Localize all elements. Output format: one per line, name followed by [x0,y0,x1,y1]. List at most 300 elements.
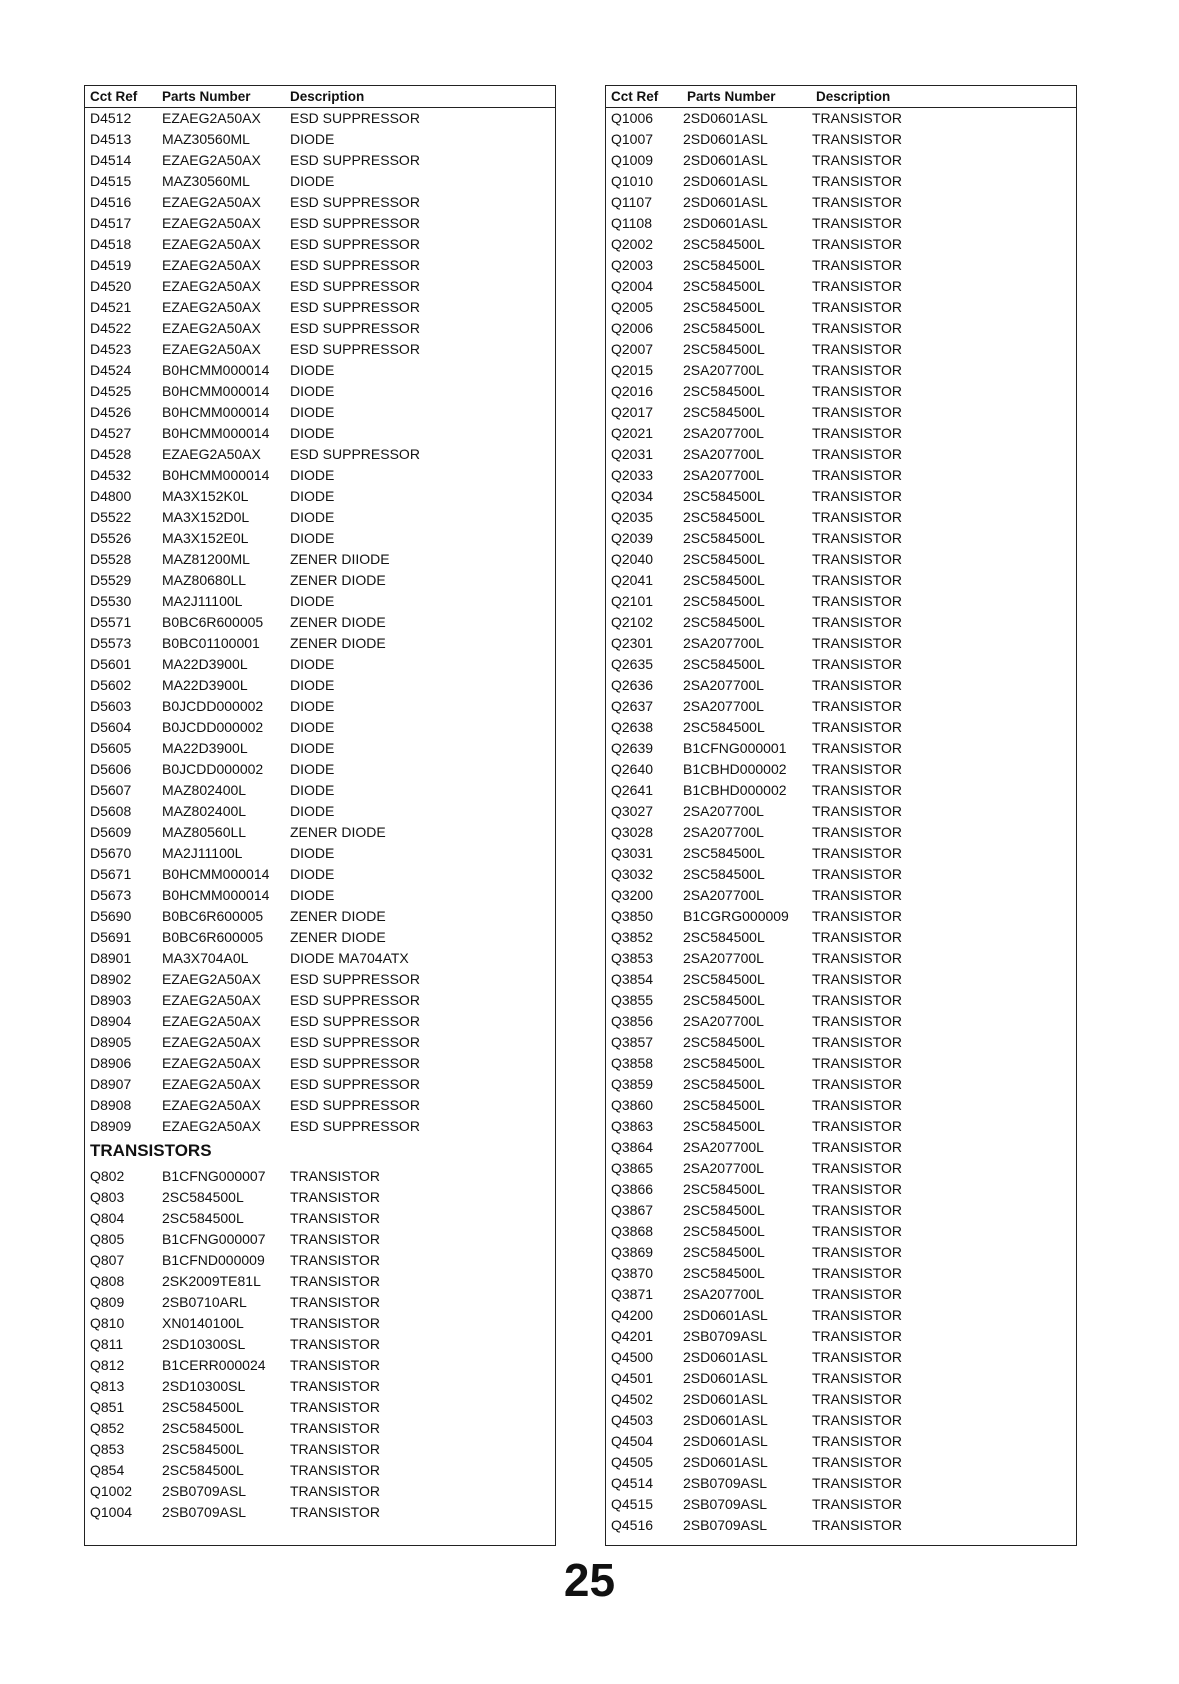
left-parts-table [84,85,556,1546]
cell-cct-ref: D8902 [90,971,132,987]
cell-cct-ref: Q810 [90,1315,125,1331]
cell-cct-ref: Q2101 [611,593,654,609]
table-row [606,1137,1076,1158]
cell-description: ESD SUPPRESSOR [290,110,420,126]
cell-cct-ref: D5690 [90,908,132,924]
cell-description: ESD SUPPRESSOR [290,1055,420,1071]
cell-cct-ref: D4526 [90,404,132,420]
table-row [85,1397,555,1418]
table-row [85,1271,555,1292]
cell-parts-number: 2SA207700L [683,1160,764,1176]
cell-parts-number: 2SA207700L [683,698,764,714]
cell-parts-number: 2SC584500L [683,320,765,336]
cell-parts-number: B1CFNG000001 [683,740,787,756]
table-row [606,822,1076,843]
cell-parts-number: 2SC584500L [162,1462,244,1478]
cell-parts-number: EZAEG2A50AX [162,236,261,252]
cell-cct-ref: D5529 [90,572,132,588]
cell-cct-ref: Q2040 [611,551,654,567]
cell-cct-ref: D8908 [90,1097,132,1113]
cell-description: TRANSISTOR [812,1433,902,1449]
cell-description: TRANSISTOR [812,1244,902,1260]
cell-parts-number: MAZ80680LL [162,572,247,588]
cell-description: TRANSISTOR [290,1399,380,1415]
cell-description: TRANSISTOR [812,887,902,903]
cell-cct-ref: Q804 [90,1210,125,1226]
table-row [606,1452,1076,1473]
cell-parts-number: 2SC584500L [683,1244,765,1260]
cell-parts-number: 2SC584500L [683,1265,765,1281]
cell-description: ESD SUPPRESSOR [290,215,420,231]
cell-parts-number: EZAEG2A50AX [162,110,261,126]
cell-description: ESD SUPPRESSOR [290,257,420,273]
cell-description: ESD SUPPRESSOR [290,278,420,294]
cell-parts-number: 2SD0601ASL [683,1412,768,1428]
cell-parts-number: 2SC584500L [683,1118,765,1134]
cell-description: TRANSISTOR [812,740,902,756]
cell-cct-ref: Q2640 [611,761,654,777]
cell-parts-number: MA3X152D0L [162,509,250,525]
cell-description: TRANSISTOR [812,761,902,777]
cell-parts-number: EZAEG2A50AX [162,299,261,315]
table-header [85,86,555,108]
cell-description: TRANSISTOR [290,1336,380,1352]
cell-cct-ref: Q2039 [611,530,654,546]
cell-parts-number: 2SC584500L [683,1055,765,1071]
cell-description: TRANSISTOR [812,236,902,252]
table-row [85,969,555,990]
cell-description: DIODE [290,803,335,819]
cell-cct-ref: Q2635 [611,656,654,672]
cell-parts-number: EZAEG2A50AX [162,1076,261,1092]
cell-parts-number: EZAEG2A50AX [162,152,261,168]
table-row [606,1011,1076,1032]
cell-cct-ref: D8901 [90,950,132,966]
cell-parts-number: EZAEG2A50AX [162,1118,261,1134]
cell-cct-ref: D4516 [90,194,132,210]
table-row [606,927,1076,948]
cell-description: DIODE [290,761,335,777]
cell-parts-number: 2SA207700L [683,446,764,462]
cell-cct-ref: Q1006 [611,110,654,126]
cell-description: DIODE [290,656,335,672]
cell-description: DIODE [290,677,335,693]
cell-cct-ref: Q853 [90,1441,125,1457]
cell-cct-ref: D4515 [90,173,132,189]
cell-parts-number: B0BC6R600005 [162,929,264,945]
cell-parts-number: MAZ30560ML [162,131,250,147]
cell-cct-ref: D5608 [90,803,132,819]
cell-description: TRANSISTOR [290,1420,380,1436]
header-cct-ref: Cct Ref [90,89,138,104]
cell-parts-number: MA2J11100L [162,845,243,861]
table-row [606,1368,1076,1389]
table-row [85,234,555,255]
cell-cct-ref: Q2007 [611,341,654,357]
cell-description: TRANSISTOR [290,1273,380,1289]
table-row [606,297,1076,318]
cell-parts-number: EZAEG2A50AX [162,1013,261,1029]
cell-parts-number: XN0140100L [162,1315,244,1331]
cell-description: ESD SUPPRESSOR [290,1013,420,1029]
cell-parts-number: 2SC584500L [683,1202,765,1218]
cell-description: TRANSISTOR [290,1315,380,1331]
cell-cct-ref: Q2638 [611,719,654,735]
cell-description: DIODE [290,362,335,378]
cell-description: ESD SUPPRESSOR [290,1034,420,1050]
cell-parts-number: 2SD0601ASL [683,152,768,168]
cell-cct-ref: Q3864 [611,1139,654,1155]
table-row [606,948,1076,969]
cell-description: TRANSISTOR [812,215,902,231]
table-row [606,906,1076,927]
cell-parts-number: MA22D3900L [162,740,248,756]
cell-description: TRANSISTOR [812,383,902,399]
table-row [85,339,555,360]
cell-cct-ref: D5526 [90,530,132,546]
table-row [85,696,555,717]
cell-description: TRANSISTOR [812,824,902,840]
cell-description: TRANSISTOR [290,1210,380,1226]
cell-cct-ref: Q4505 [611,1454,654,1470]
cell-description: TRANSISTOR [812,572,902,588]
cell-cct-ref: Q2015 [611,362,654,378]
table-row [85,1313,555,1334]
cell-description: TRANSISTOR [812,908,902,924]
table-row [85,1481,555,1502]
table-row [606,150,1076,171]
table-row [85,990,555,1011]
cell-cct-ref: Q802 [90,1168,125,1184]
table-row [606,423,1076,444]
cell-parts-number: 2SC584500L [683,299,765,315]
cell-description: TRANSISTOR [812,1055,902,1071]
table-row [85,948,555,969]
table-row [606,1263,1076,1284]
table-row [606,633,1076,654]
table-row [85,465,555,486]
table-row [606,1389,1076,1410]
table-row [85,150,555,171]
header-parts-number: Parts Number [687,89,776,104]
table-row [85,255,555,276]
cell-cct-ref: D4518 [90,236,132,252]
cell-description: TRANSISTOR [812,404,902,420]
cell-cct-ref: Q3027 [611,803,654,819]
cell-description: TRANSISTOR [812,1517,902,1533]
cell-description: ZENER DIIODE [290,551,390,567]
cell-description: TRANSISTOR [812,509,902,525]
cell-description: DIODE [290,866,335,882]
table-row [85,885,555,906]
table-row [606,1221,1076,1242]
cell-parts-number: 2SC584500L [683,593,765,609]
cell-parts-number: EZAEG2A50AX [162,341,261,357]
cell-parts-number: B0HCMM000014 [162,866,270,882]
cell-cct-ref: D5671 [90,866,132,882]
cell-cct-ref: Q3028 [611,824,654,840]
diode-rows [85,108,555,1137]
cell-cct-ref: D4522 [90,320,132,336]
cell-parts-number: EZAEG2A50AX [162,992,261,1008]
table-row [606,255,1076,276]
cell-cct-ref: D5673 [90,887,132,903]
cell-cct-ref: Q3858 [611,1055,654,1071]
cell-description: TRANSISTOR [290,1483,380,1499]
cell-parts-number: 2SD0601ASL [683,194,768,210]
cell-cct-ref: Q2016 [611,383,654,399]
cell-parts-number: 2SA207700L [683,1286,764,1302]
cell-cct-ref: D5528 [90,551,132,567]
table-row [85,570,555,591]
cell-description: TRANSISTOR [812,1139,902,1155]
cell-cct-ref: Q3031 [611,845,654,861]
cell-cct-ref: Q3869 [611,1244,654,1260]
cell-cct-ref: D4528 [90,446,132,462]
cell-parts-number: 2SC584500L [683,656,765,672]
cell-cct-ref: D5604 [90,719,132,735]
table-row [606,528,1076,549]
cell-parts-number: 2SB0709ASL [162,1504,247,1520]
cell-description: ESD SUPPRESSOR [290,971,420,987]
cell-cct-ref: Q2641 [611,782,654,798]
cell-cct-ref: Q2639 [611,740,654,756]
cell-description: TRANSISTOR [812,1349,902,1365]
cell-cct-ref: Q1004 [90,1504,133,1520]
table-row [606,129,1076,150]
cell-cct-ref: Q808 [90,1273,125,1289]
cell-description: TRANSISTOR [812,1013,902,1029]
table-row [85,906,555,927]
cell-cct-ref: Q2035 [611,509,654,525]
table-row [606,738,1076,759]
cell-cct-ref: Q3871 [611,1286,654,1302]
cell-description: DIODE [290,698,335,714]
cell-cct-ref: Q3857 [611,1034,654,1050]
cell-parts-number: B0BC6R600005 [162,614,264,630]
cell-description: DIODE [290,404,335,420]
table-row [606,591,1076,612]
table-row [85,1116,555,1137]
table-row [606,1305,1076,1326]
table-row [606,360,1076,381]
cell-cct-ref: Q3850 [611,908,654,924]
cell-cct-ref: D4514 [90,152,132,168]
table-row [85,402,555,423]
cell-parts-number: 2SC584500L [683,551,765,567]
cell-parts-number: MA3X152K0L [162,488,249,504]
table-row [606,717,1076,738]
cell-description: DIODE [290,530,335,546]
cell-cct-ref: D8903 [90,992,132,1008]
cell-cct-ref: Q2003 [611,257,654,273]
cell-description: TRANSISTOR [290,1294,380,1310]
header-description: Description [816,89,891,104]
cell-parts-number: 2SB0709ASL [683,1475,768,1491]
table-row [606,549,1076,570]
cell-description: TRANSISTOR [812,614,902,630]
table-row [606,612,1076,633]
cell-cct-ref: D8905 [90,1034,132,1050]
cell-cct-ref: D5605 [90,740,132,756]
cell-cct-ref: Q811 [90,1336,124,1352]
cell-description: TRANSISTOR [812,257,902,273]
cell-description: TRANSISTOR [812,1160,902,1176]
cell-cct-ref: D5601 [90,656,132,672]
cell-parts-number: B0JCDD000002 [162,698,264,714]
cell-parts-number: MA22D3900L [162,677,248,693]
cell-parts-number: 2SB0709ASL [162,1483,247,1499]
transistor-rows [606,108,1076,1536]
cell-cct-ref: D4523 [90,341,132,357]
table-row [606,990,1076,1011]
table-row [606,1200,1076,1221]
cell-parts-number: B1CFNG000007 [162,1231,266,1247]
cell-description: TRANSISTOR [812,530,902,546]
cell-cct-ref: Q852 [90,1420,125,1436]
transistor-rows [85,1166,555,1523]
cell-parts-number: 2SA207700L [683,635,764,651]
cell-parts-number: MA3X152E0L [162,530,249,546]
cell-description: TRANSISTOR [812,110,902,126]
cell-description: ZENER DIODE [290,614,386,630]
table-row [606,213,1076,234]
cell-description: TRANSISTOR [812,593,902,609]
cell-parts-number: 2SC584500L [162,1189,244,1205]
cell-cct-ref: Q2002 [611,236,654,252]
cell-description: TRANSISTOR [812,992,902,1008]
cell-parts-number: B1CBHD000002 [683,761,787,777]
cell-description: TRANSISTOR [290,1357,380,1373]
cell-parts-number: 2SC584500L [162,1441,244,1457]
cell-cct-ref: Q2031 [611,446,654,462]
cell-cct-ref: Q2034 [611,488,654,504]
cell-description: ZENER DIODE [290,572,386,588]
cell-description: TRANSISTOR [812,866,902,882]
cell-cct-ref: D4520 [90,278,132,294]
cell-description: ESD SUPPRESSOR [290,1076,420,1092]
table-row [85,381,555,402]
cell-description: DIODE [290,845,335,861]
table-row [85,801,555,822]
cell-cct-ref: Q2301 [611,635,654,651]
cell-cct-ref: Q4200 [611,1307,654,1323]
table-row [85,129,555,150]
right-parts-table [605,85,1077,1546]
cell-description: DIODE MA704ATX [290,950,409,966]
table-row [606,780,1076,801]
cell-cct-ref: D5603 [90,698,132,714]
table-row [85,738,555,759]
cell-parts-number: 2SD0601ASL [683,215,768,231]
table-row [606,696,1076,717]
cell-cct-ref: D4524 [90,362,132,378]
cell-cct-ref: D4517 [90,215,132,231]
cell-description: TRANSISTOR [812,131,902,147]
cell-cct-ref: Q4503 [611,1412,654,1428]
cell-description: TRANSISTOR [290,1504,380,1520]
table-row [606,486,1076,507]
cell-cct-ref: D5530 [90,593,132,609]
cell-cct-ref: D4521 [90,299,132,315]
table-row [606,171,1076,192]
cell-parts-number: 2SB0709ASL [683,1328,768,1344]
table-row [606,276,1076,297]
table-row [85,1229,555,1250]
table-row [85,1053,555,1074]
table-row [85,717,555,738]
cell-cct-ref: Q4201 [611,1328,654,1344]
table-row [606,675,1076,696]
cell-cct-ref: Q2005 [611,299,654,315]
cell-description: TRANSISTOR [812,1454,902,1470]
cell-description: ESD SUPPRESSOR [290,992,420,1008]
cell-description: TRANSISTOR [812,278,902,294]
cell-cct-ref: D5571 [90,614,132,630]
cell-parts-number: 2SD10300SL [162,1378,246,1394]
cell-parts-number: 2SC584500L [683,971,765,987]
cell-parts-number: 2SC584500L [683,866,765,882]
cell-parts-number: B1CBHD000002 [683,782,787,798]
cell-parts-number: B1CFND000009 [162,1252,265,1268]
cell-cct-ref: Q3865 [611,1160,654,1176]
table-row [606,402,1076,423]
cell-description: ESD SUPPRESSOR [290,1097,420,1113]
cell-cct-ref: Q4516 [611,1517,654,1533]
table-row [85,276,555,297]
cell-description: TRANSISTOR [812,677,902,693]
cell-cct-ref: Q1007 [611,131,654,147]
cell-cct-ref: Q3868 [611,1223,654,1239]
cell-cct-ref: Q854 [90,1462,125,1478]
cell-description: DIODE [290,467,335,483]
cell-cct-ref: D8904 [90,1013,132,1029]
cell-description: TRANSISTOR [290,1252,380,1268]
cell-cct-ref: Q4515 [611,1496,654,1512]
table-row [606,759,1076,780]
table-row [85,1187,555,1208]
cell-parts-number: B1CFNG000007 [162,1168,266,1184]
cell-parts-number: EZAEG2A50AX [162,320,261,336]
cell-cct-ref: D5691 [90,929,132,945]
cell-parts-number: EZAEG2A50AX [162,1055,261,1071]
table-row [606,318,1076,339]
cell-cct-ref: Q3200 [611,887,654,903]
table-row [85,486,555,507]
table-row [85,423,555,444]
table-row [85,927,555,948]
cell-description: TRANSISTOR [812,194,902,210]
cell-parts-number: EZAEG2A50AX [162,215,261,231]
cell-description: TRANSISTOR [812,1265,902,1281]
cell-description: TRANSISTOR [812,929,902,945]
table-row [85,1334,555,1355]
cell-parts-number: 2SB0709ASL [683,1496,768,1512]
cell-parts-number: EZAEG2A50AX [162,446,261,462]
cell-parts-number: 2SC584500L [683,1181,765,1197]
cell-parts-number: 2SD0601ASL [683,131,768,147]
cell-cct-ref: Q1108 [611,215,652,231]
cell-description: ZENER DIODE [290,635,386,651]
cell-description: ESD SUPPRESSOR [290,152,420,168]
cell-parts-number: EZAEG2A50AX [162,257,261,273]
table-row [85,1460,555,1481]
cell-parts-number: 2SD0601ASL [683,1433,768,1449]
cell-parts-number: MA3X704A0L [162,950,249,966]
cell-parts-number: 2SD0601ASL [683,1349,768,1365]
table-row [85,654,555,675]
table-row [606,1284,1076,1305]
